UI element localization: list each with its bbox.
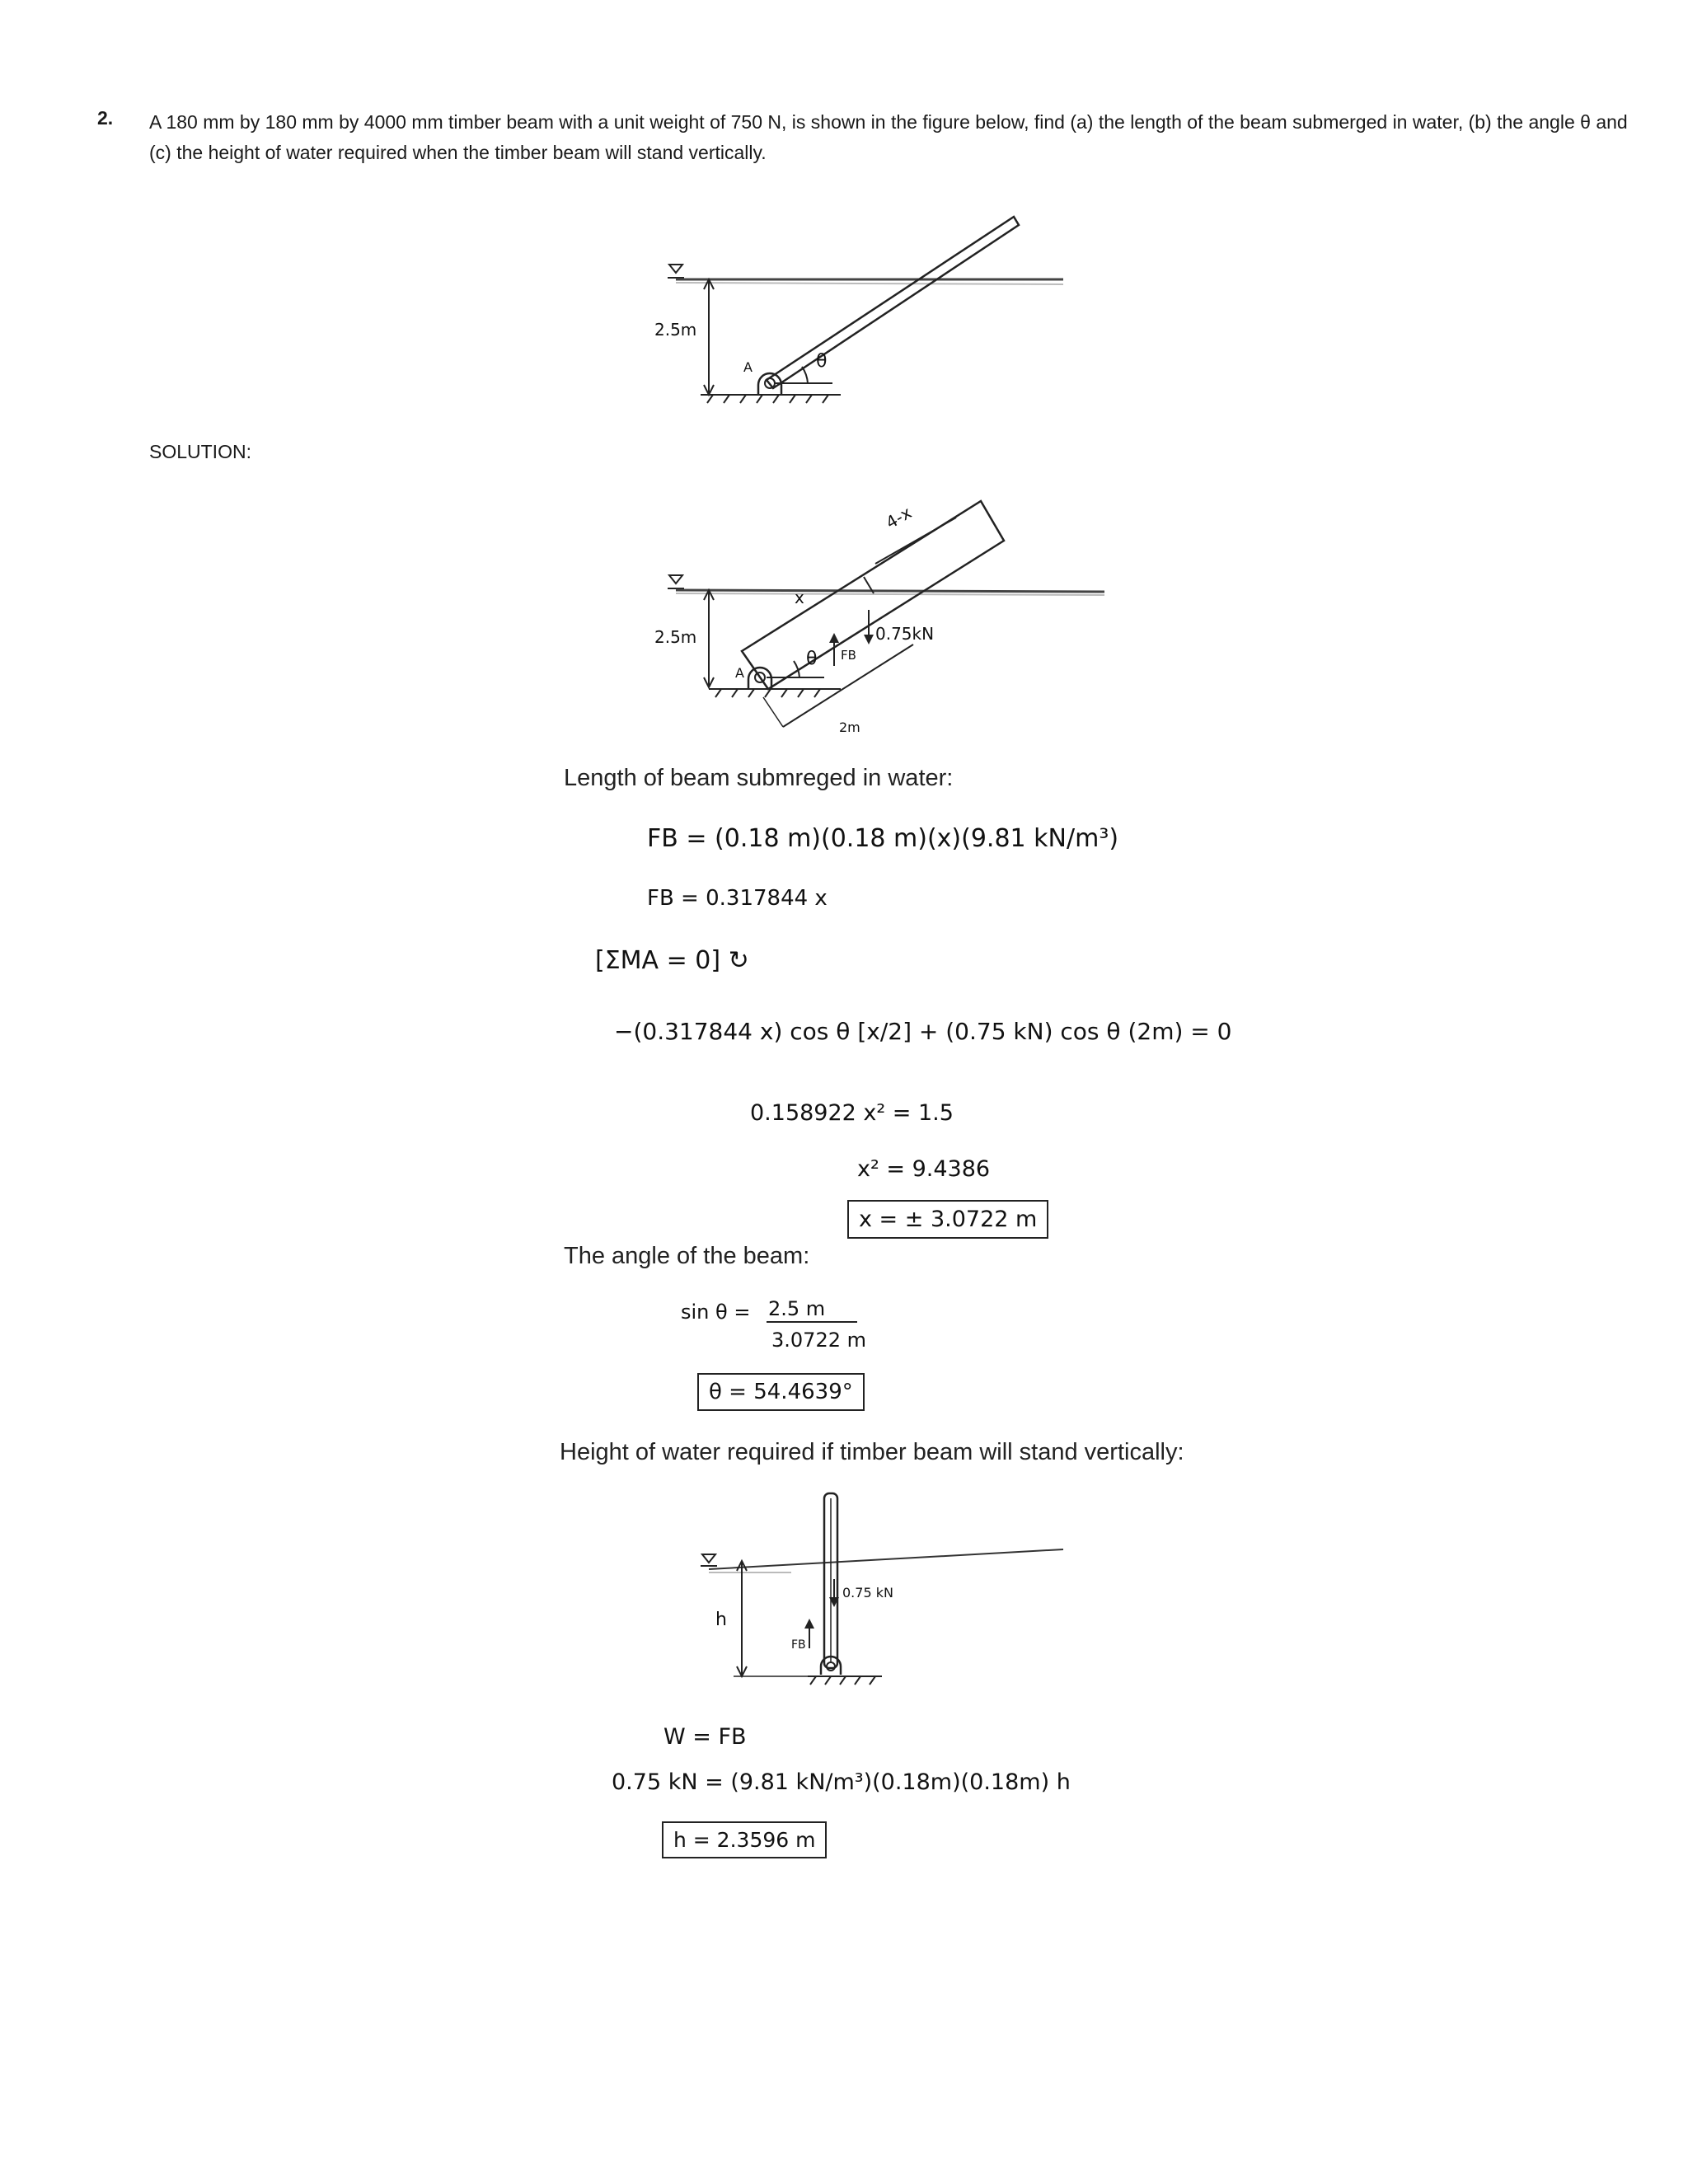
buoyancy-label: FB <box>791 1638 806 1652</box>
moment-condition: [ΣMA = 0] ↻ <box>595 946 749 975</box>
height-label: h <box>715 1610 727 1630</box>
submerged-length-label: x <box>795 588 804 607</box>
water-surface-marker <box>701 1554 717 1566</box>
angle-label: θ <box>806 649 818 669</box>
figure-given-setup <box>651 210 1080 408</box>
moment-equation: −(0.317844 x) cos θ [x/2] + (0.75 kN) cos θ (2m) = 0 <box>614 1018 1232 1045</box>
timber-beam <box>767 217 1019 388</box>
water-surface-marker <box>668 265 684 278</box>
height-result: h = 2.3596 m <box>662 1821 827 1858</box>
depth-label: 2.5m <box>654 320 697 340</box>
fraction-bar <box>767 1321 857 1323</box>
x-squared-value: x² = 9.4386 <box>857 1156 991 1182</box>
angle-label: θ <box>816 351 828 372</box>
sine-lhs: sin θ = <box>681 1301 751 1324</box>
hinge-label: A <box>743 359 753 375</box>
emerged-length-label: 4-x <box>882 502 916 533</box>
submerged-length-result: x = ± 3.0722 m <box>847 1200 1048 1239</box>
hinge-label: A <box>735 665 744 681</box>
buoyancy-label: FB <box>841 648 856 663</box>
water-surface-line <box>676 590 1104 592</box>
sine-numerator: 2.5 m <box>768 1297 826 1320</box>
buoyancy-equation: FB = (0.18 m)(0.18 m)(x)(9.81 kN/m³) <box>647 824 1119 853</box>
buoyancy-simplified: FB = 0.317844 x <box>647 886 828 911</box>
water-surface-line <box>709 1549 1063 1569</box>
problem-statement: A 180 mm by 180 mm by 4000 mm timber beam with a unit weight of 750 N, is shown in the figure below, find (a) the length of the beam submerged in water, (b) the angle θ and (c) the height of water required when the timber beam will stand vertically. <box>149 111 1628 163</box>
figure-vertical-beam <box>692 1483 1071 1698</box>
sine-denominator: 3.0722 m <box>771 1329 866 1352</box>
half-length-label: 2m <box>839 719 860 735</box>
part-a-heading: Length of beam submreged in water: <box>564 765 954 791</box>
quadratic-equation: 0.158922 x² = 1.5 <box>750 1100 954 1126</box>
equilibrium-equation: W = FB <box>663 1724 747 1750</box>
angle-result: θ = 54.4639° <box>697 1373 865 1411</box>
weight-label: 0.75kN <box>875 624 935 644</box>
problem-number: 2. <box>97 107 114 129</box>
height-equation: 0.75 kN = (9.81 kN/m³)(0.18m)(0.18m) h <box>612 1769 1071 1795</box>
solution-label: SOLUTION: <box>149 441 251 462</box>
depth-label: 2.5m <box>654 627 697 647</box>
water-surface-marker <box>668 575 684 588</box>
weight-label: 0.75 kN <box>842 1585 893 1601</box>
part-b-heading: The angle of the beam: <box>564 1243 810 1269</box>
figure-free-body-diagram <box>651 494 1113 750</box>
part-c-heading: Height of water required if timber beam will stand vertically: <box>560 1439 1184 1465</box>
